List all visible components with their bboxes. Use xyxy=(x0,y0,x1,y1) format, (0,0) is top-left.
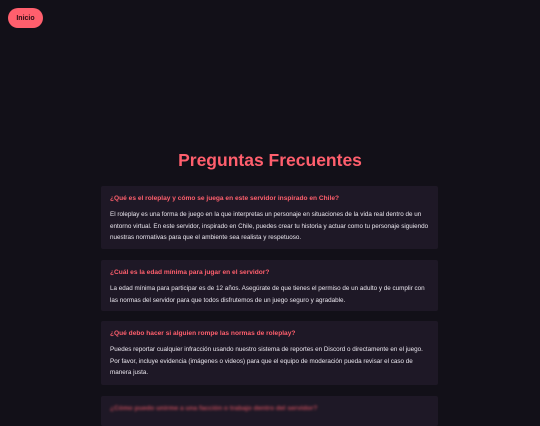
faq-item xyxy=(101,186,438,249)
faq-item xyxy=(101,321,438,385)
faq-question[interactable]: ¿Cómo puedo unirme a una facción o trabajo dentro del servidor? xyxy=(110,405,318,412)
home-button[interactable]: Inicio xyxy=(8,8,43,28)
faq-question[interactable]: ¿Cuál es la edad mínima para jugar en el servidor? xyxy=(110,269,270,276)
page-title: Preguntas Frecuentes xyxy=(178,150,362,170)
faq-answer: Puedes reportar cualquier infracción usando nuestro sistema de reportes en Discord o directamente en el juego. Por favor, incluye evidencia (imágenes o videos) para que el equipo de moderación pueda revisar el caso de manera justa. xyxy=(110,346,423,376)
faq-question[interactable]: ¿Qué es el roleplay y cómo se juega en este servidor inspirado en Chile? xyxy=(110,195,340,202)
faq-question[interactable]: ¿Qué debo hacer si alguien rompe las normas de roleplay? xyxy=(110,330,296,337)
faq-answer: El roleplay es una forma de juego en la que interpretas un personaje en situaciones de la vida real dentro de un entorno virtual. En este servidor, inspirado en Chile, puedes crear tu historia y actuar como tu personaje siguiendo nuestras normativas para que el ambiente sea realista y respetuoso. xyxy=(110,211,429,241)
faq-answer: La edad mínima para participar es de 12 años. Asegúrate de que tienes el permiso de un adulto y de cumplir con las normas del servidor para que todos disfrutemos de un juego seguro y agradable. xyxy=(110,285,425,304)
faq-item xyxy=(101,260,438,311)
faq-item xyxy=(101,396,438,426)
